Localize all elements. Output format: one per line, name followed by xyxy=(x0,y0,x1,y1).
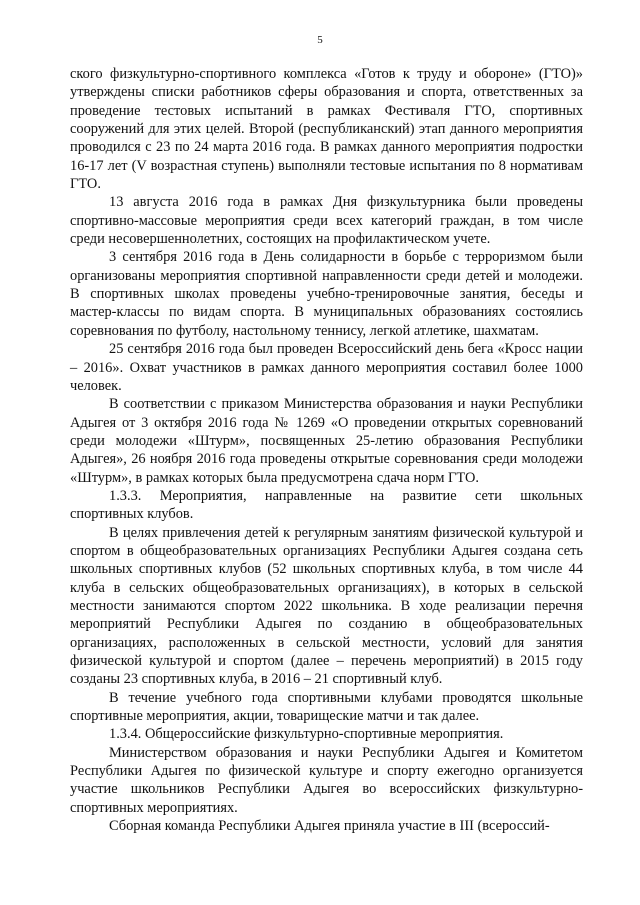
section-heading-1-3-3-continuation: спортивных клубов. xyxy=(70,506,194,523)
heading-word: направленные xyxy=(264,487,352,504)
heading-word: на xyxy=(370,487,385,504)
heading-word: развитие xyxy=(402,487,457,504)
section-heading-1-3-4: 1.3.4. Общероссийские физкультурно-спортивные мероприятия. xyxy=(109,726,504,743)
page-number: 5 xyxy=(317,34,323,46)
heading-word: 1.3.3. xyxy=(109,487,142,504)
paragraph-shturm-competition: В соответствии с приказом Министерства образования и науки Республики Адыгея от 3 октября 2016 года № 1269 «О проведении открытых соревнований среди молодежи «Штурм», посвященных 25-летию образования Республики Адыгея», 26 ноября 2016 года проведены открытые соревнования среди молодежи «Штурм», в рамках которых была предусмотрена сдача норм ГТО. xyxy=(70,396,583,486)
paragraph-national-team: Сборная команда Республики Адыгея приняла участие в III (всероссий- xyxy=(109,818,550,835)
paragraph-ministry-participation: Министерством образования и науки Республики Адыгея и Комитетом Республики Адыгея по физической культуре и спорту ежегодно организуется участие школьников Республики Адыгея во всероссийских физкультурно-спортивных мероприятиях. xyxy=(70,744,583,816)
section-heading-1-3-3 xyxy=(70,487,583,505)
paragraph-cross-of-nation: 25 сентября 2016 года был проведен Всероссийский день бега «Кросс нации – 2016». Охват участников в рамках данного мероприятия составил более 1000 человек. xyxy=(70,341,583,394)
document-body xyxy=(70,65,583,835)
paragraph-solidarity-day: 3 сентября 2016 года в День солидарности в борьбе с терроризмом были организованы мероприятия спортивной направленности среди детей и молодежи. В спортивных школах проведены учебно-тренировочные занятия, беседы и мастер-классы по видам спорта. В муниципальных образованиях состоялись соревнования по футболу, настольному теннису, легкой атлетике, шахматам. xyxy=(70,249,583,339)
paragraph-gto-festival: ского физкультурно-спортивного комплекса «Готов к труду и обороне» (ГТО)» утверждены списки работников сферы образования и спорта, ответственных за проведение тестовых испытаний в рамках Фестиваля ГТО, спортивных сооружений для этих целей. Второй (республиканский) этап данного мероприятия проводился с 23 по 24 марта 2016 года. В рамках данного мероприятия подростки 16-17 лет (V возрастная ступень) выполняли тестовые испытания по 8 нормативам ГТО. xyxy=(70,66,583,193)
heading-word: школьных xyxy=(520,487,583,504)
paragraph-club-events: В течение учебного года спортивными клубами проводятся школьные спортивные мероприятия, акции, товарищеские матчи и так далее. xyxy=(70,689,583,725)
heading-word: сети xyxy=(474,487,502,504)
paragraph-physical-culture-day: 13 августа 2016 года в рамках Дня физкультурника были проведены спортивно-массовые мероприятия среди всех категорий граждан, в том числе среди несовершеннолетних, состоящих на профилактическом учете. xyxy=(70,194,583,248)
paragraph-school-sports-clubs: В целях привлечения детей к регулярным занятиям физической культурой и спортом в общеобразовательных организациях Республики Адыгея создана сеть школьных спортивных клубов (52 школьных спортивных клуба, в том числе 44 клуба в сельских общеобразовательных организациях), в которых в сельской местности занимаются спортом 2022 школьника. В ходе реализации перечня мероприятий Республики Адыгея по созданию в общеобразовательных организациях, расположенных в сельской местности, условий для занятия физической культурой и спортом (далее – перечень мероприятий) в 2015 году созданы 23 спортивных клуба, в 2016 – 21 спортивный клуб. xyxy=(70,524,583,688)
heading-word: Мероприятия, xyxy=(159,487,247,504)
